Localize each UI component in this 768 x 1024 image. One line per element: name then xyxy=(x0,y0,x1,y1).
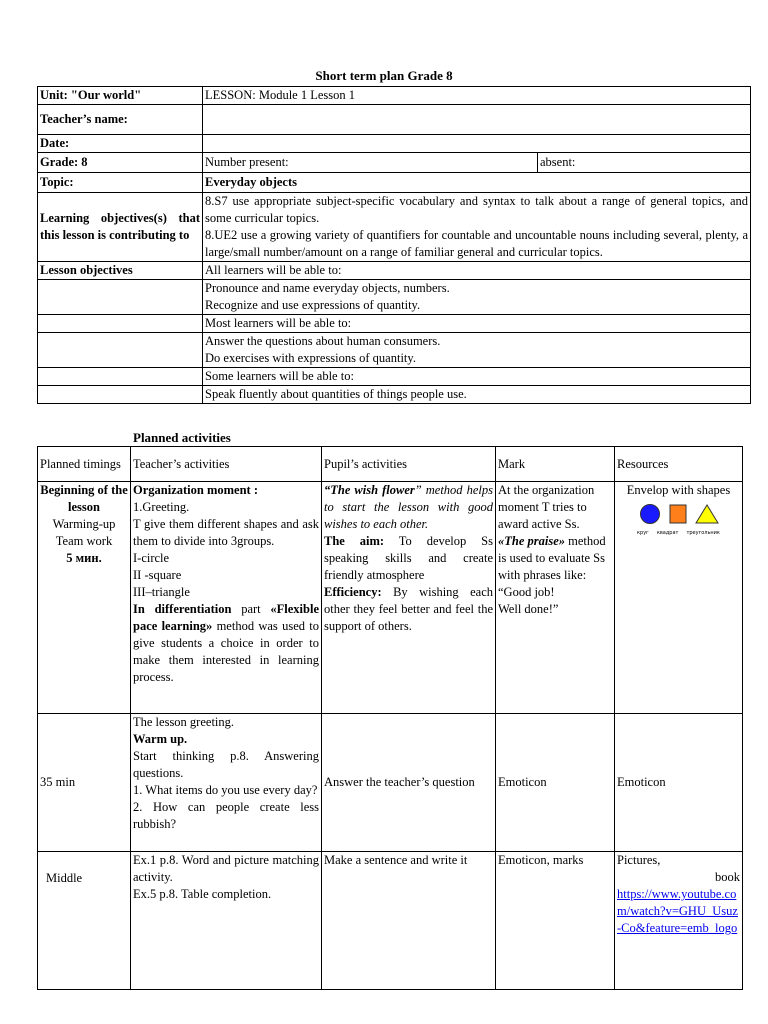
row1-timing xyxy=(38,482,131,714)
mark-praise: «The praise» xyxy=(498,534,566,548)
most-item-1: Answer the questions about human consumers. xyxy=(205,334,441,348)
greeting: The lesson greeting. xyxy=(133,715,235,729)
row3-resources xyxy=(615,852,743,990)
some-item-1: Speak fluently about quantities of things people use. xyxy=(203,386,751,404)
timing-time: 5 мин. xyxy=(66,551,102,565)
topic-value: Everyday objects xyxy=(203,173,751,193)
warm-line: Start thinking p.8. Answering questions. xyxy=(133,749,319,780)
shape-labels xyxy=(617,525,740,542)
org-line: III–triangle xyxy=(133,585,190,599)
square-icon xyxy=(667,503,689,525)
header-mark: Mark xyxy=(496,447,615,482)
row2-pupil: Answer the teacher’s question xyxy=(322,714,496,852)
row2-timing: 35 min xyxy=(38,714,131,852)
org-line: II -square xyxy=(133,568,182,582)
row3-timing: Middle xyxy=(38,852,131,990)
page-title: Short term plan Grade 8 xyxy=(315,68,453,83)
mark-phrase: “Good job! xyxy=(498,585,555,599)
warm-up: Warm up. xyxy=(133,732,188,746)
diff-rest: method was used to give students a choice in order to make them interested in learning process. xyxy=(133,619,320,684)
all-learners: All learners will be able to: xyxy=(203,262,751,280)
row3-teacher xyxy=(131,852,322,990)
circle-icon xyxy=(639,503,661,525)
shape-label: квадрат xyxy=(656,530,679,536)
row1-resources xyxy=(615,482,743,714)
diff-flex: «Flexible pace learning» xyxy=(133,602,319,633)
warm-line: 1. What items do you use every day? xyxy=(133,783,318,797)
org-title: Organization moment : xyxy=(133,483,258,497)
org-line: T give them different shapes and ask them to divide into 3groups. xyxy=(133,517,319,548)
shapes-picture xyxy=(617,503,740,525)
row2-resources: Emoticon xyxy=(615,714,743,852)
date-value xyxy=(203,135,751,153)
org-line: 1.Greeting. xyxy=(133,500,190,514)
all-item-2: Recognize and use expressions of quantity. xyxy=(205,298,421,312)
aim-label: The aim: xyxy=(324,534,385,548)
resource-book: book xyxy=(715,870,740,884)
row3-mark-text: Emoticon, marks xyxy=(498,853,584,867)
row1-mark xyxy=(496,482,615,714)
mark-post: method is used to evaluate Ss with phrases like: xyxy=(498,534,606,582)
efficiency-text: By wishing each other they feel better and feel the support of others. xyxy=(324,585,493,633)
row1-teacher xyxy=(131,482,322,714)
learning-objectives-label: Learning objectives(s) that this lesson is contributing to xyxy=(38,193,203,262)
resource-text: Envelop with shapes xyxy=(626,483,731,497)
diff-part: part xyxy=(241,602,261,616)
row1-pupil xyxy=(322,482,496,714)
differentiation-text xyxy=(133,601,319,686)
efficiency-label: Efficiency: xyxy=(324,585,382,599)
all-item-1: Pronounce and name everyday objects, numbers. xyxy=(205,281,450,295)
youtube-link[interactable]: https://www.youtube.com/watch?v=GHU_Usuz-Co&feature=emb_logo xyxy=(617,887,738,935)
timing-title: Beginning of the lesson xyxy=(40,483,128,514)
some-learners: Some learners will be able to: xyxy=(203,368,751,386)
most-learners-items xyxy=(203,333,751,368)
shape-label: треугольник xyxy=(686,530,720,536)
row2-mark: Emoticon xyxy=(496,714,615,852)
mark-pre: At the organization moment T tries to award active Ss. xyxy=(498,483,595,531)
middle-line: Ex.1 p.8. Word and picture matching activity. xyxy=(133,853,319,884)
resource-pictures: Pictures, xyxy=(617,853,661,867)
middle-line: Ex.5 p.8. Table completion. xyxy=(133,887,272,901)
date-label: Date: xyxy=(38,135,203,153)
lesson-objectives-label: Lesson objectives xyxy=(38,262,203,280)
unit-value: LESSON: Module 1 Lesson 1 xyxy=(203,87,751,105)
mark-phrase: Well done!” xyxy=(498,602,559,616)
shape-label: круг xyxy=(637,530,649,536)
absent: absent: xyxy=(538,153,751,173)
row2-teacher xyxy=(131,714,322,852)
header-teacher: Teacher’s activities xyxy=(131,447,322,482)
number-present: Number present: xyxy=(203,153,538,173)
most-item-2: Do exercises with expressions of quantity. xyxy=(205,351,416,365)
planned-activities-title: Planned activities xyxy=(133,430,231,445)
timing-sub: Warming-up Team work xyxy=(52,517,116,548)
teacher-label: Teacher’s name: xyxy=(38,105,203,135)
objective-2: 8.UE2 use a growing variety of quantifiers for countable and uncountable nouns including several, plenty, a large/small number/amount on a range of familiar general and curricular topics. xyxy=(205,228,748,259)
aim-text: To develop Ss speaking skills and create friendly atmosphere xyxy=(324,534,493,582)
objective-1: 8.S7 use appropriate subject-specific vocabulary and syntax to talk about a range of general topics, and some curricular topics. xyxy=(205,194,748,225)
teacher-value xyxy=(203,105,751,135)
most-learners: Most learners will be able to: xyxy=(203,315,751,333)
activities-table xyxy=(37,446,743,990)
unit-label: Unit: "Our world" xyxy=(38,87,203,105)
wish-flower-rest: ” method helps to start the lesson with good wishes to each other. xyxy=(324,483,493,531)
header-timings: Planned timings xyxy=(38,447,131,482)
warm-line: 2. How can people create less rubbish? xyxy=(133,800,319,831)
header-pupil: Pupil’s activities xyxy=(322,447,496,482)
grade-label: Grade: 8 xyxy=(38,153,203,173)
plan-header-table xyxy=(37,86,751,404)
org-line: I-circle xyxy=(133,551,170,565)
topic-label: Topic: xyxy=(38,173,203,193)
row3-mark xyxy=(496,852,615,990)
row3-pupil: Make a sentence and write it xyxy=(322,852,496,990)
all-learners-items xyxy=(203,280,751,315)
triangle-icon xyxy=(695,503,719,525)
learning-objectives-value xyxy=(203,193,751,262)
wish-flower: “The wish flower xyxy=(324,483,415,497)
diff-in: In differentiation xyxy=(133,602,232,616)
header-resources: Resources xyxy=(615,447,743,482)
